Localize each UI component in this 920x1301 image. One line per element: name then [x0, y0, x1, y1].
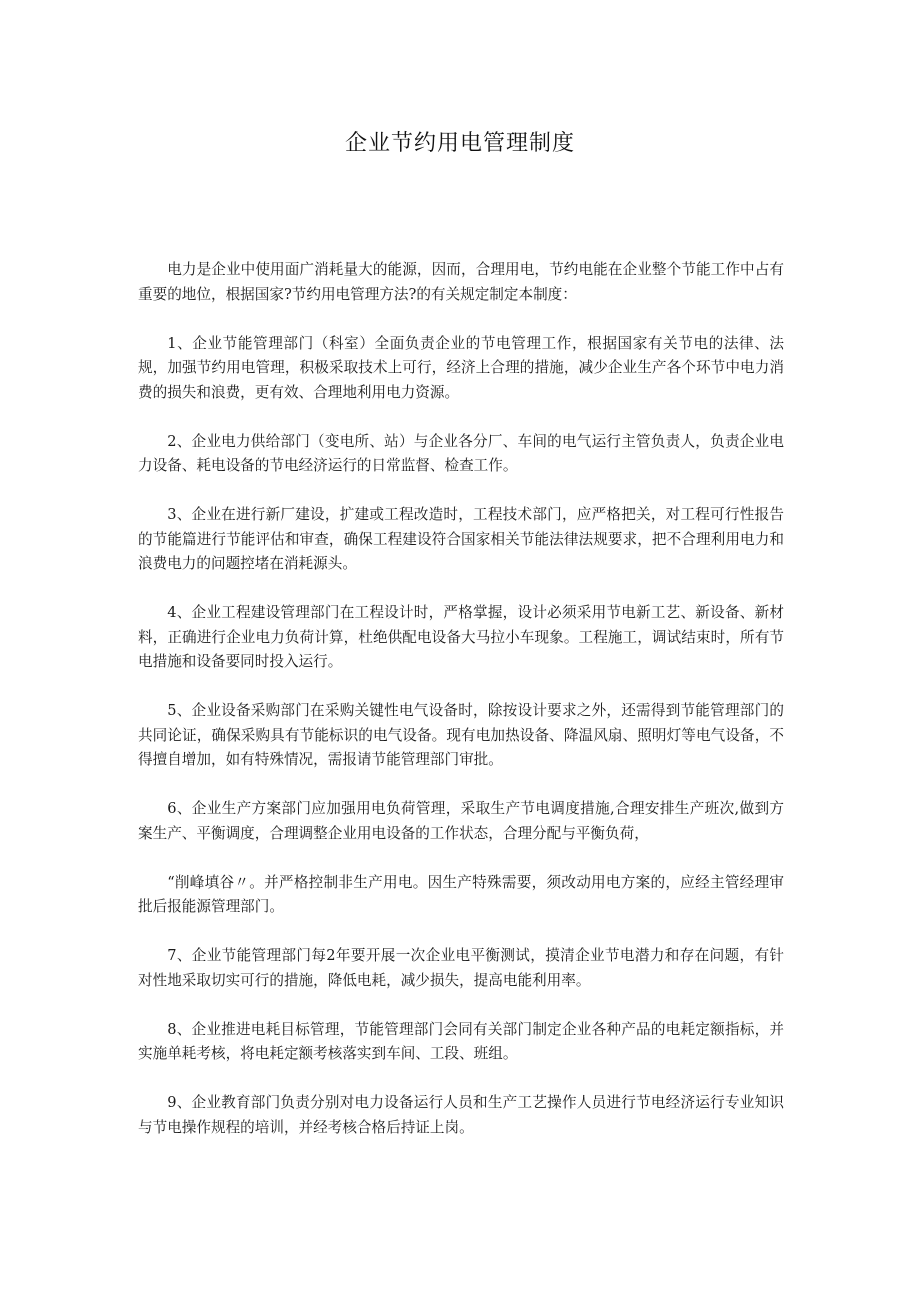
document-body — [138, 258, 784, 1165]
clause-1: 1、企业节能管理部门（科室）全面负责企业的节电管理工作，根据国家有关节电的法律、法规，加强节约用电管理，积极采取技术上可行，经济上合理的措施，减少企业生产各个环节中电力消费的损失和浪费，更有效、合理地利用电力资源。 — [138, 334, 784, 401]
clause-6-continued: “削峰填谷〃。并严格控制非生产用电。因生产特殊需要，须改动用电方案的，应经主管经理审批后报能源管理部门。 — [138, 873, 784, 915]
intro-paragraph: 电力是企业中使用面广消耗量大的能源，因而，合理用电，节约电能在企业整个节能工作中占有重要的地位，根据国家?节约用电管理方法?的有关规定制定本制度： — [138, 261, 784, 303]
clause-5: 5、企业设备采购部门在采购关键性电气设备时，除按设计要求之外，还需得到节能管理部门的共同论证，确保采购具有节能标识的电气设备。现有电加热设备、降温风扇、照明灯等电气设备，不得擅自增加，如有特殊情况，需报请节能管理部门审批。 — [138, 702, 784, 768]
clause-6: 6、企业生产方案部门应加强用电负荷管理，采取生产节电调度措施,合理安排生产班次,做到方案生产、平衡调度，合理调整企业用电设备的工作状态，合理分配与平衡负荷， — [138, 800, 784, 842]
clause-4: 4、企业工程建设管理部门在工程设计时，严格掌握，设计必须采用节电新工艺、新设备、新材料，正确进行企业电力负荷计算，杜绝供配电设备大马拉小车现象。工程施工，调试结束时，所有节电措施和设备要同时投入运行。 — [138, 604, 784, 670]
clause-9: 9、企业教育部门负责分别对电力设备运行人员和生产工艺操作人员进行节电经济运行专业知识与节电操作规程的培训，并经考核合格后持证上岗。 — [138, 1094, 784, 1136]
document-title: 企业节约用电管理制度 — [344, 131, 575, 156]
clause-3: 3、企业在进行新厂建设，扩建或工程改造时，工程技术部门，应严格把关，对工程可行性报告的节能篇进行节能评估和审查，确保工程建设符合国家相关节能法律法规要求，把不合理利用电力和浪费电力的问题控堵在消耗源头。 — [138, 506, 784, 572]
clause-7: 7、企业节能管理部门每2年要开展一次企业电平衡测试，摸清企业节电潜力和存在问题，有针对性地采取切实可行的措施，降低电耗，减少损失，提高电能利用率。 — [138, 947, 784, 989]
clause-8: 8、企业推进电耗目标管理，节能管理部门会同有关部门制定企业各种产品的电耗定额指标，并实施单耗考核，将电耗定额考核落实到车间、工段、班组。 — [138, 1020, 784, 1062]
clause-2: 2、企业电力供给部门（变电所、站）与企业各分厂、车间的电气运行主管负责人，负责企业电力设备、耗电设备的节电经济运行的日常监督、检查工作。 — [138, 432, 784, 474]
